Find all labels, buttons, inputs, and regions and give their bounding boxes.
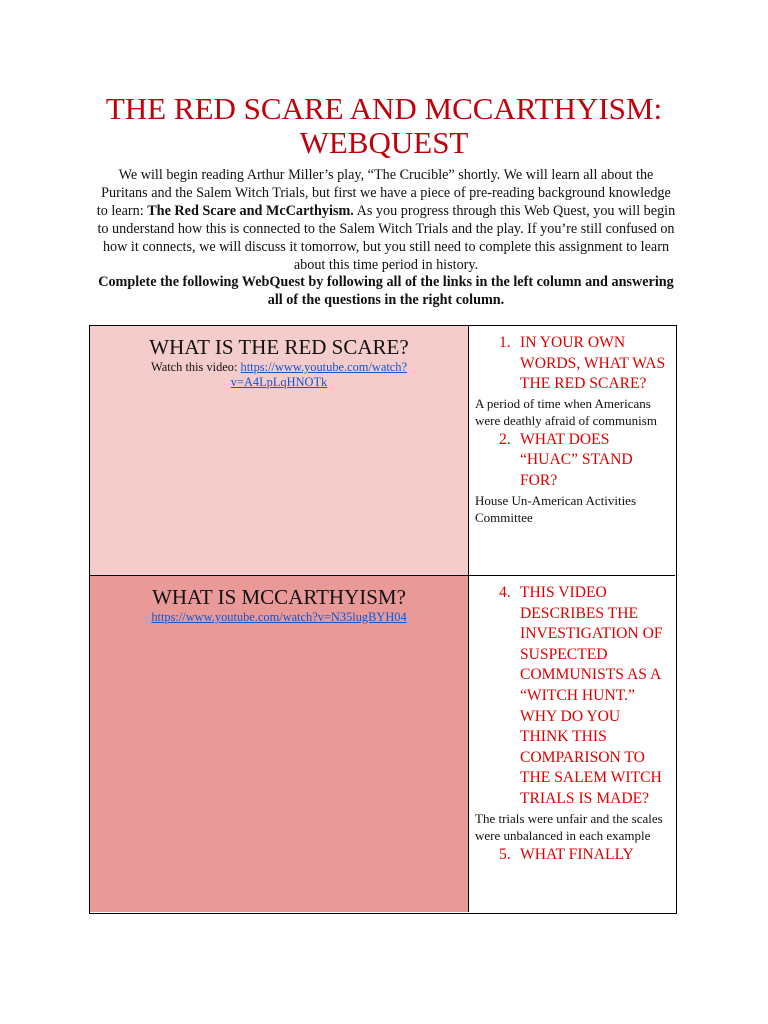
watch-label: Watch this video: [151, 360, 241, 374]
red-scare-heading: WHAT IS THE RED SCARE? [149, 335, 409, 359]
question-2-number: 2. [499, 430, 511, 448]
question-4-text: THIS VIDEO DESCRIBES THE INVESTIGATION OF SUSPECTED COMMUNISTS AS A “WITCH HUNT.” WHY DO YOU THINK THIS COMPARISON TO THE SALEM WITCH TRIALS IS MADE? [520, 584, 663, 807]
question-4 [469, 583, 675, 810]
question-2-text: WHAT DOES “HUAC” STAND FOR? [520, 430, 633, 489]
intro-paragraph [96, 166, 676, 274]
page-title [0, 92, 768, 160]
question-1-number: 1. [499, 334, 511, 351]
intro-text-2: As you progress through this Web Quest, you will begin to understand how this is connected to the Salem Witch Trials and the play. If you’re still confused on how it connects, we will discuss it tomorrow, but you still need to complete this assignment to learn about this time period in history. [97, 203, 676, 273]
title-line-2: WEBQUEST [299, 125, 469, 160]
intro-text-1: We will begin reading Arthur Miller’s play, “The Crucible” shortly. We will learn all about the Puritans and the Salem Witch Trials, but first we have a piece of pre-reading background knowledge to learn: [96, 167, 671, 219]
question-1 [469, 333, 675, 395]
question-1-text: IN YOUR OWN WORDS, WHAT WAS THE RED SCARE? [520, 334, 666, 393]
answer-2: House Un-American Activities Committee [475, 492, 637, 526]
red-scare-video-line [90, 360, 468, 390]
red-scare-cell [90, 326, 468, 575]
instructions: Complete the following WebQuest by following all of the links in the left column and answering all of the questions in the right column. [98, 274, 674, 308]
answer-4: The trials were unfair and the scales were unbalanced in each example [475, 810, 663, 844]
question-2 [469, 430, 675, 492]
mccarthyism-questions-cell [468, 575, 675, 912]
mccarthyism-cell [90, 575, 468, 912]
question-5-number: 5. [499, 845, 511, 863]
question-4-number: 4. [499, 584, 511, 601]
webquest-table [89, 325, 677, 914]
mccarthyism-heading: WHAT IS MCCARTHYISM? [152, 585, 406, 609]
red-scare-questions-cell [468, 326, 675, 575]
question-5 [469, 845, 675, 866]
question-5-text: WHAT FINALLY [520, 845, 634, 863]
intro-bold-topic: The Red Scare and McCarthyism. [147, 203, 354, 219]
mccarthyism-video-link[interactable]: https://www.youtube.com/watch?v=N35lugBYH04 [151, 610, 407, 624]
answer-1: A period of time when Americans were deathly afraid of communism [475, 395, 657, 429]
red-scare-video-link[interactable]: https://www.youtube.com/watch? v=A4LpLqHNOTk [230, 360, 407, 389]
mccarthyism-video-line [90, 610, 468, 625]
title-line-1: THE RED SCARE AND MCCARTHYISM: [105, 91, 663, 126]
